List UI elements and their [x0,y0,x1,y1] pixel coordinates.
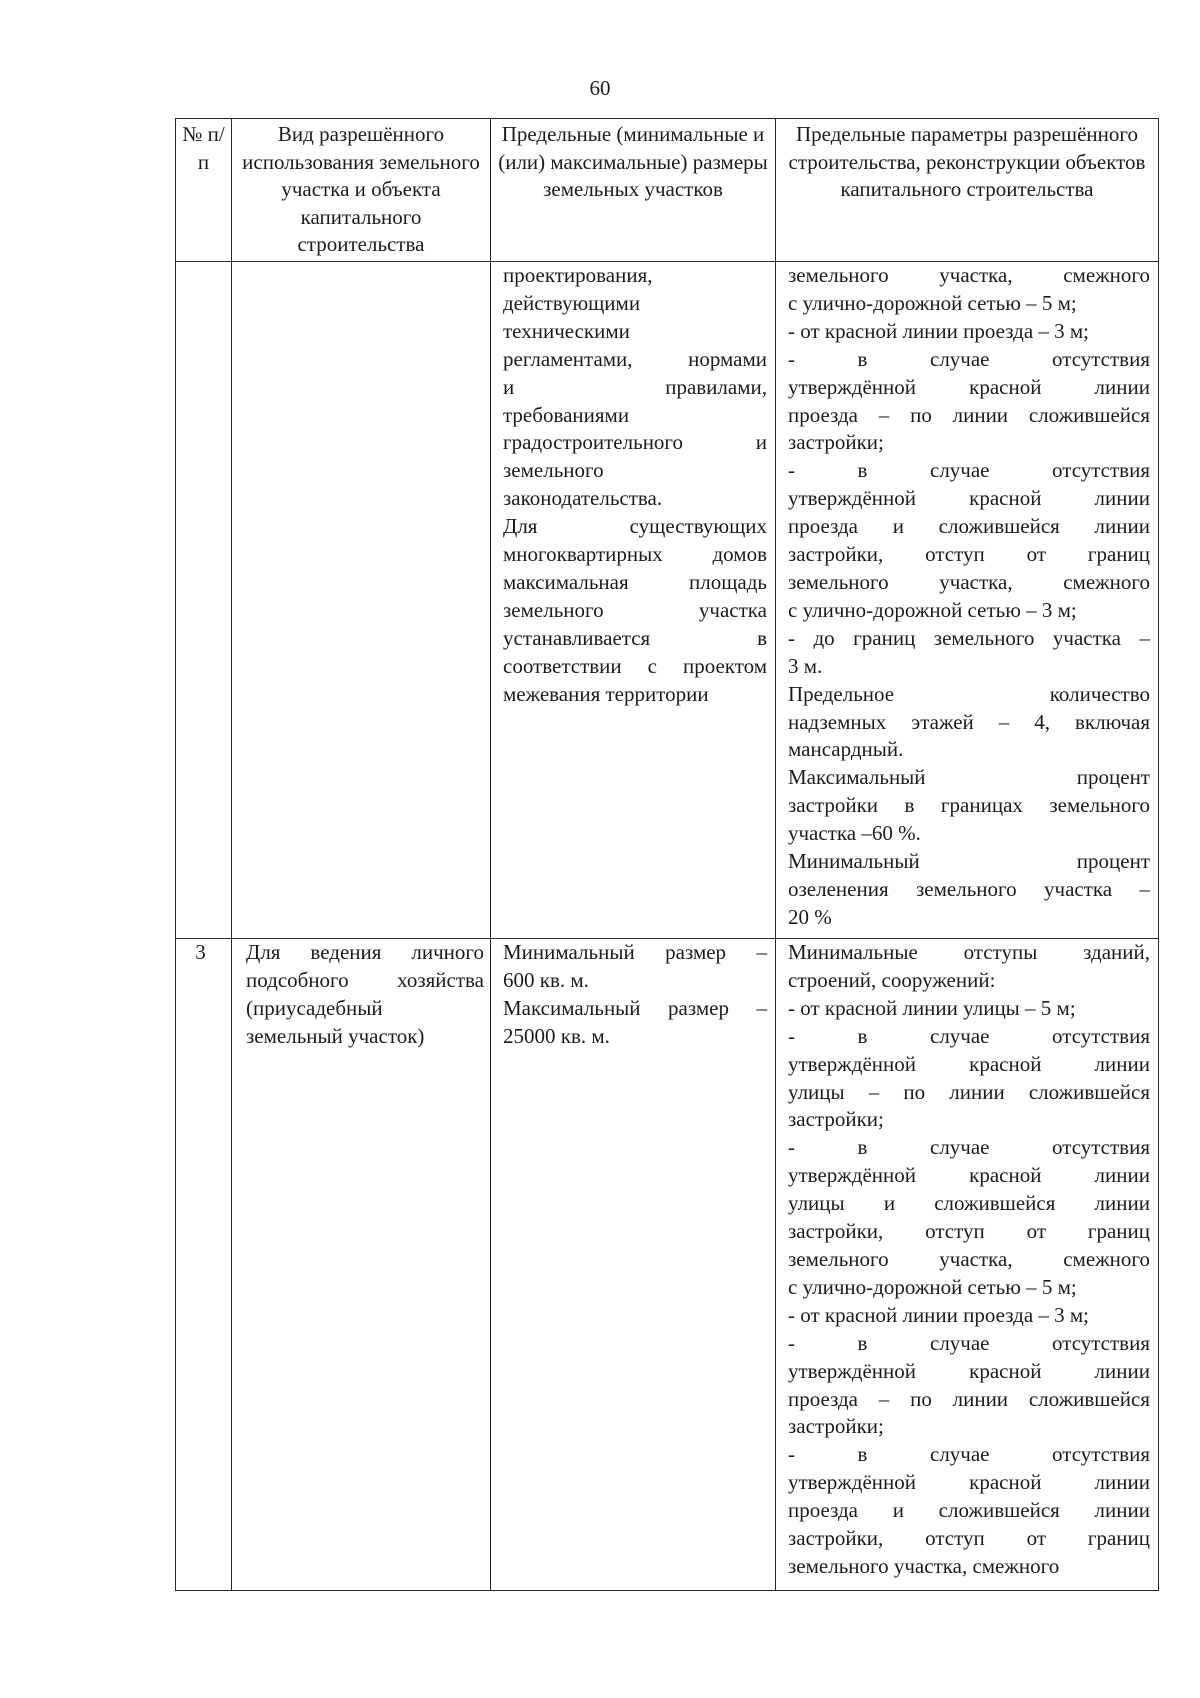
cell-text-line: - от красной линии улицы – 5 м; [788,995,1076,1020]
cell-text-line: утверждённой красной линии [788,486,1150,511]
cell-text-line: требованиями [503,402,630,427]
build-params-cell [776,939,1159,1591]
cell-text-line: земельный участок) [246,1023,425,1048]
cell-text-line: - в случае отсутствия [788,458,1150,483]
cell-text-line: Максимальный процент [788,765,1150,790]
cell-text-line: озеленения земельного участка – [788,876,1150,901]
regulations-table [175,118,1159,1591]
cell-text-line: Для ведения личного [246,940,484,964]
cell-text-line: действующими [503,290,641,315]
cell-text-line: Для существующих [503,514,767,539]
cell-text-line: максимальная площадь [503,569,767,594]
cell-text-line: с улично-дорожной сетью – 5 м; [788,290,1077,315]
cell-text-line: утверждённой красной линии [788,1470,1150,1495]
cell-text-line: земельного [503,458,604,483]
header-plot-size: Предельные (минимальные и (или) максимальные) размеры земельных участков [491,119,776,262]
cell-text-line: устанавливается в [503,625,767,650]
cell-text-line: Минимальный процент [788,849,1150,874]
cell-text-line: утверждённой красной линии [788,1358,1150,1383]
cell-text-line: земельного участка [503,597,767,622]
header-build-params: Предельные параметры разрешённого строительства, реконструкции объектов капитального строительства [776,119,1159,262]
cell-text-line: - до границ земельного участка – [788,625,1150,650]
cell-text-line: проезда – по линии сложившейся [788,402,1150,427]
cell-text-line: надземных этажей – 4, включая [788,709,1150,734]
use-type-cell [232,262,491,939]
cell-text-line: регламентами, нормами [503,346,767,371]
cell-text-line: Предельное количество [788,681,1150,706]
cell-text-line: проезда и сложившейся линии [788,1498,1150,1523]
cell-text-line: застройки; [788,430,884,455]
cell-text-line: - в случае отсутствия [788,1135,1150,1160]
cell-text-line: - от красной линии проезда – 3 м; [788,318,1090,343]
cell-text-line: застройки, отступ от границ [788,1526,1150,1551]
cell-text-line: утверждённой красной линии [788,1051,1150,1076]
cell-text-line: 25000 кв. м. [503,1023,610,1048]
page-number: 60 [589,76,611,100]
cell-text-line: с улично-дорожной сетью – 3 м; [788,597,1077,622]
cell-text-line: Минимальные отступы зданий, [788,940,1150,964]
cell-text-line: техническими [503,318,630,343]
cell-text-line: застройки, отступ от границ [788,542,1150,567]
cell-text-line: строений, сооружений: [788,967,996,992]
cell-text-line: - в случае отсутствия [788,1330,1150,1355]
table-row [176,262,1159,939]
header-use-type: Вид разрешённого использования земельного участка и объекта капитального строительства [232,119,491,262]
plot-size-cell [491,939,776,1591]
cell-text-line: с улично-дорожной сетью – 5 м; [788,1274,1077,1299]
cell-text-line: проезда – по линии сложившейся [788,1386,1150,1411]
cell-text-line: проезда и сложившейся линии [788,514,1150,539]
row-number-cell [176,262,232,939]
cell-text-line: - в случае отсутствия [788,1442,1150,1467]
cell-text-line: 600 кв. м. [503,967,589,992]
build-params-cell [776,262,1159,939]
table-header-row [176,119,1159,262]
cell-text-line: многоквартирных домов [503,542,767,567]
cell-text-line: застройки; [788,1107,884,1132]
cell-text-line: утверждённой красной линии [788,1163,1150,1188]
cell-text-line: застройки в границах земельного [788,793,1150,818]
cell-text-line: участка –60 %. [788,821,921,846]
cell-text-line: 3 м. [788,653,823,678]
cell-text-line: подсобного хозяйства [246,967,484,992]
cell-text-line: застройки, отступ от границ [788,1219,1150,1244]
cell-text-line: 20 % [788,904,832,929]
header-number: № п/п [176,119,232,262]
cell-text-line: - в случае отсутствия [788,1023,1150,1048]
cell-text-line: улицы и сложившейся линии [788,1191,1150,1216]
row-number-cell: 3 [176,939,232,1591]
cell-text-line: Минимальный размер – [503,940,767,964]
cell-text-line: утверждённой красной линии [788,374,1150,399]
cell-text-line: градостроительного и [503,430,767,455]
cell-text-line: - в случае отсутствия [788,346,1150,371]
cell-text-line: застройки; [788,1414,884,1439]
cell-text-line: и правилами, [503,374,767,399]
use-type-cell [232,939,491,1591]
cell-text-line: мансардный. [788,737,904,762]
cell-text-line: - от красной линии проезда – 3 м; [788,1302,1090,1327]
cell-text-line: межевания территории [503,681,709,706]
cell-text-line: Максимальный размер – [503,995,767,1020]
cell-text-line: земельного участка, смежного [788,1246,1150,1271]
cell-text-line: соответствии с проектом [503,653,767,678]
cell-text-line: земельного участка, смежного [788,263,1150,287]
cell-text-line: улицы – по линии сложившейся [788,1079,1150,1104]
cell-text-line: (приусадебный [246,995,383,1020]
cell-text-line: земельного участка, смежного [788,1553,1060,1578]
cell-text-line: проектирования, [503,263,653,287]
table-row [176,939,1159,1591]
plot-size-cell [491,262,776,939]
cell-text-line: земельного участка, смежного [788,569,1150,594]
cell-text-line: законодательства. [503,486,663,511]
